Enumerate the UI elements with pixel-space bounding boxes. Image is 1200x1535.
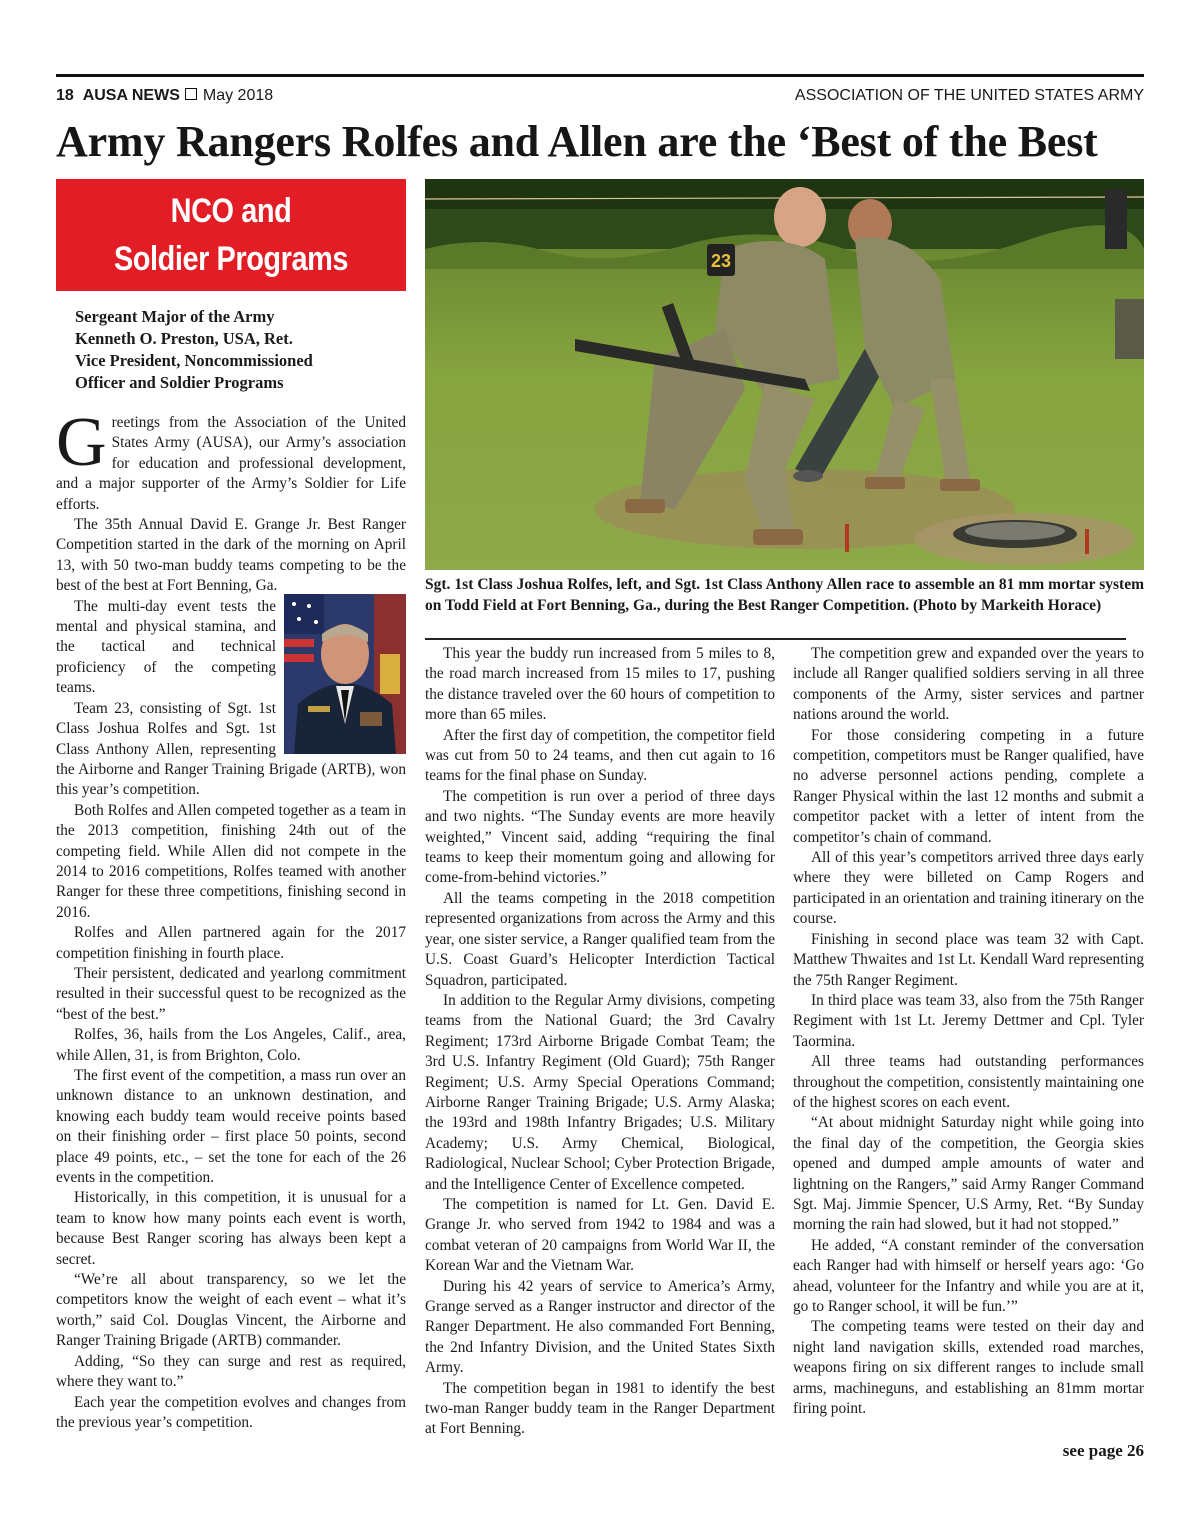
section-banner [56,179,406,291]
section-line-2: Soldier Programs [113,240,349,278]
paragraph: The competing teams were tested on their day and night land navigation skills, extended road marches, weapons firing on six different ranges to include small arms, machineguns, and establishing an 81mm mortar firing point. [793,1318,1144,1418]
paragraph: Historically, in this competition, it is unusual for a team to know how many points each event is worth, because Best Ranger scoring has always been kept a secret. [56,1189,406,1268]
photo-caption: Sgt. 1st Class Joshua Rolfes, left, and Sgt. 1st Class Anthony Allen race to assemble an 81 mm mortar system on Todd Field at Fort Benning, Ga., during the Best Ranger Competition. (Photo by Markeith Horace) [425,576,1144,614]
caption-rule [425,638,1126,640]
paragraph: “We’re all about transparency, so we let the competitors know the weight of each event – what it’s worth,” said Col. Douglas Vincent, the Airborne and Ranger Training Brigade (ARTB) commander. [56,1271,406,1350]
paragraph: The 35th Annual David E. Grange Jr. Best Ranger Competition started in the dark of the morning on April 13, with 50 two-man buddy teams competing to be the best of the best at Fort Benning, Ga. [56,516,406,595]
paragraph: He added, “A constant reminder of the conversation each Ranger had with himself or herself years ago: ‘Go ahead, volunteer for the Infantry and while you are at it, go to Ranger school, it will be fun.’” [793,1236,1144,1315]
paragraph: Finishing in second place was team 32 with Capt. Matthew Thwaites and 1st Lt. Kendall Ward representing the 75th Ranger Regiment. [793,930,1144,989]
paragraph: Adding, “So they can surge and rest as required, where they want to.” [56,1352,406,1391]
paragraph: The first event of the competition, a mass run over an unknown distance to an unknown destination, and knowing each buddy team would receive points based on their finishing order – first place 50 points, second place 49 points, etc., – set the tone for each of the 26 events in the competition. [56,1067,406,1187]
paragraph: For those considering competing in a future competition, competitors must be Ranger qualified, have no adverse personnel actions pending, complete a Ranger Physical within the last 12 months and submit a competitor packet with a letter of intent from the competitor’s chain of command. [793,726,1144,846]
page-header [56,87,1144,109]
paragraph: Rolfes and Allen partnered again for the 2017 competition finishing in fourth place. [56,924,406,962]
rangers-photo [425,179,1144,570]
author-byline [75,306,405,394]
column-3 [793,644,1144,1419]
organization-name: ASSOCIATION OF THE UNITED STATES ARMY [794,87,1144,104]
paragraph: In third place was team 33, also from the 75th Ranger Regiment with 1st Lt. Jeremy Dettmer and Cpl. Tyler Taormina. [793,991,1144,1050]
column-1 [56,404,406,1433]
byline-line: Officer and Soldier Programs [75,373,284,392]
section-line-1: NCO and [170,192,292,230]
issue-date: May 2018 [202,87,274,104]
paragraph: All of this year’s competitors arrived three days early where they were billeted on Camp Rogers and participated in an orientation and training itinerary on the course. [793,849,1144,928]
header-left [56,87,273,105]
paragraph: All three teams had outstanding performances throughout the competition, consistently maintaining one of the highest scores on each event. [793,1053,1144,1111]
paragraph: After the first day of competition, the competitor field was cut from 50 to 24 teams, and then cut again to 16 teams for the final phase on Sunday. [425,726,775,785]
paragraph: Both Rolfes and Allen competed together as a team in the 2013 competition, finishing 24th out of the competing field. While Allen did not compete in the 2014 to 2016 competitions, Rolfes teamed with another Ranger for these three competitions, finishing second in 2016. [56,801,406,921]
publication-name: AUSA NEWS [82,87,180,104]
paragraph: The competition began in 1981 to identify the best two-man Ranger buddy team in the Ranger Department at Fort Benning. [425,1379,775,1438]
paragraph: All the teams competing in the 2018 competition represented organizations from across the Army and this year, one sister service, a Ranger qualified team from the U.S. Coast Guard’s Helicopter Interdiction Tactical Squadron, participated. [425,889,775,989]
byline-line: Sergeant Major of the Army [75,307,275,326]
paragraph: Greetings from the Association of the United States Army (AUSA), our Army’s association for education and professional development, and a major supporter of the Army’s Soldier for Life efforts. [56,404,406,513]
paragraph: Each year the competition evolves and changes from the previous year’s competition. [56,1393,406,1431]
paragraph: Their persistent, dedicated and yearlong commitment resulted in their successful quest to be recognized as the “best of the best.” [56,964,406,1023]
paragraph: Team 23, consisting of Sgt. 1st Class Joshua Rolfes and Sgt. 1st Class Anthony Allen, representing the Airborne and Ranger Training Brigade (ARTB), won this year’s competition. [56,699,406,799]
page-number: 18 [56,87,74,104]
paragraph: The multi-day event tests the mental and physical stamina, and the tactical and technical proficiency of the competing teams. [56,597,276,697]
headline: Army Rangers Rolfes and Allen are the ‘Best of the Best [56,117,1098,166]
drop-cap: G [56,404,107,481]
checkbox-icon [185,88,197,100]
byline-line: Vice President, Noncommissioned [75,351,313,370]
paragraph: The competition is named for Lt. Gen. David E. Grange Jr. who served from 1942 to 1984 and was a combat veteran of 20 campaigns from World War II, the Korean War and the Vietnam War. [425,1195,775,1275]
preston-portrait [284,594,406,754]
paragraph: During his 42 years of service to America’s Army, Grange served as a Ranger instructor and director of the Ranger Department. He also commanded Fort Benning, the 2nd Infantry Division, and the United States Sixth Army. [425,1277,775,1377]
top-rule [56,74,1144,77]
paragraph: This year the buddy run increased from 5 miles to 8, the road march increased from 15 miles to 17, pushing the distance traveled over the 60 hours of competition to more than 65 miles. [425,645,775,724]
paragraph: The competition grew and expanded over the years to include all Ranger qualified soldiers serving in all three components of the Army, sister services and partner nations around the world. [793,645,1144,724]
paragraph: In addition to the Regular Army divisions, competing teams from the National Guard; the 3rd Cavalry Regiment; 173rd Airborne Brigade Combat Team; the 3rd U.S. Infantry Regiment (Old Guard); 75th Ranger Regiment; U.S. Army Special Operations Command; Airborne Ranger Training Brigade; U.S. Army Alaska; the 193rd and 198th Infantry Brigades; U.S. Military Academy; U.S. Army Chemical, Biological, Radiological, Nuclear School; Cyber Protection Brigade, and the Intelligence Center of Excellence competed. [425,991,775,1193]
paragraph: The competition is run over a period of three days and two nights. “The Sunday events are more heavily weighted,” Vincent said, adding “requiring the final teams to keep their momentum going and allowing for come-from-behind victories.” [425,787,775,887]
continued-link[interactable]: see page 26 [1062,1441,1144,1460]
team-number: 23 [710,251,732,271]
column-2 [425,644,775,1440]
byline-line: Kenneth O. Preston, USA, Ret. [75,329,293,348]
paragraph: Rolfes, 36, hails from the Los Angeles, Calif., area, while Allen, 31, is from Brighton, Colo. [56,1026,406,1064]
paragraph: “At about midnight Saturday night while going into the final day of the competition, the Georgia skies opened and dumped ample amounts of water and lightning on the Rangers,” said Army Ranger Command Sgt. Maj. Jimmie Spencer, U.S Army, Ret. “By Sunday morning the rain had slowed, but it had not stopped.” [793,1114,1144,1234]
